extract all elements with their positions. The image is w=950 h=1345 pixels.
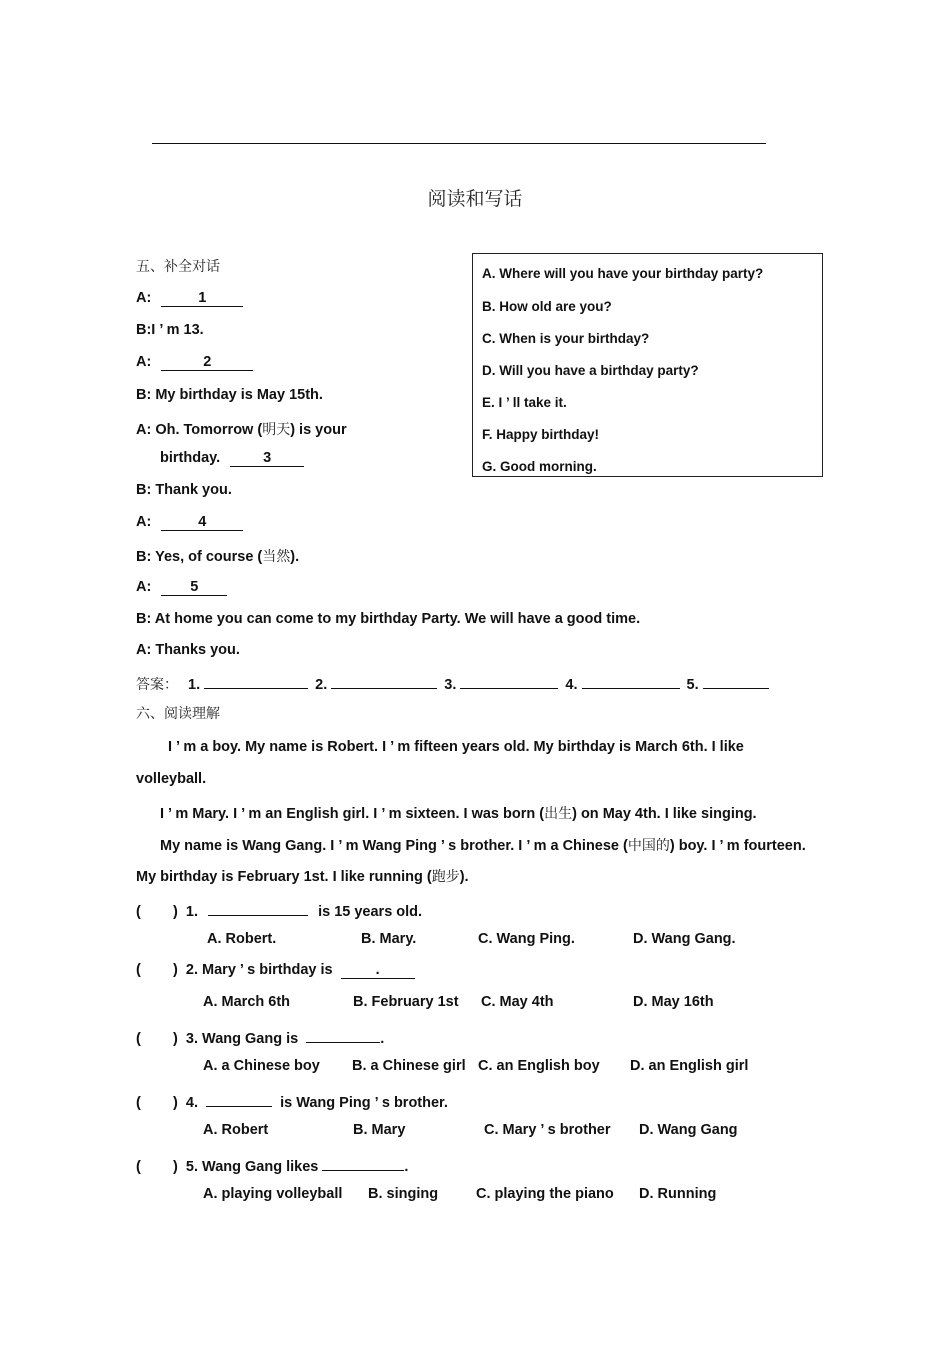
- dialogue-line-5: [136, 419, 347, 439]
- q2-option-b[interactable]: B. February 1st: [353, 994, 459, 1010]
- question-stem-end: is 15 years old.: [318, 904, 423, 920]
- question-blank[interactable]: [322, 1154, 404, 1171]
- line-text: birthday.: [160, 450, 221, 466]
- q3-option-b[interactable]: B. a Chinese girl: [352, 1058, 466, 1074]
- line-text: ).: [290, 549, 300, 565]
- page-title: 阅读和写话: [427, 188, 523, 210]
- answer-num: 5.: [686, 677, 699, 693]
- answer-num: 1.: [188, 677, 201, 693]
- cn-gloss: 明天: [262, 422, 291, 438]
- answer-num: 2.: [315, 677, 328, 693]
- question-blank[interactable]: [306, 1026, 380, 1043]
- answer-field-3[interactable]: [460, 672, 558, 689]
- q2-option-d[interactable]: D. May 16th: [633, 994, 714, 1010]
- question-5: [136, 1154, 408, 1175]
- dialogue-line-1: [136, 290, 243, 307]
- question-blank[interactable]: [208, 899, 308, 916]
- q3-option-a[interactable]: A. a Chinese boy: [203, 1058, 320, 1074]
- dialogue-line-3: [136, 354, 253, 371]
- question-3: [136, 1026, 384, 1047]
- answer-blank-4[interactable]: 4: [161, 514, 243, 531]
- answer-field-1[interactable]: [204, 672, 308, 689]
- option-f: F. Happy birthday!: [482, 427, 600, 442]
- dialogue-line-2: B:I ’ m 13.: [136, 322, 204, 338]
- answer-field-5[interactable]: [703, 672, 769, 689]
- option-a: A. Where will you have your birthday party?: [482, 266, 764, 281]
- question-stem: 4.: [185, 1095, 199, 1111]
- dialogue-line-4: B: My birthday is May 15th.: [136, 387, 323, 403]
- speaker: A:: [136, 290, 152, 306]
- answer-num: 4.: [565, 677, 578, 693]
- dialogue-line-7: B: Thank you.: [136, 482, 232, 498]
- answer-paren[interactable]: ( ): [136, 1159, 178, 1175]
- passage-line-2: volleyball.: [136, 771, 207, 787]
- options-box: [472, 253, 823, 477]
- line-text: ) boy. I ’ m fourteen.: [669, 838, 806, 854]
- q1-option-a[interactable]: A. Robert.: [207, 931, 277, 947]
- option-d: D. Will you have a birthday party?: [482, 363, 699, 378]
- cn-gloss: 跑步: [431, 869, 460, 885]
- question-stem-end: .: [380, 1031, 385, 1047]
- dialogue-line-6: [160, 450, 304, 467]
- q5-option-c[interactable]: C. playing the piano: [476, 1186, 614, 1202]
- question-stem: 1.: [185, 904, 199, 920]
- header-rule: [152, 143, 766, 144]
- question-stem: 2. Mary ’ s birthday is: [185, 962, 333, 978]
- section-6-heading: 六、阅读理解: [136, 706, 220, 722]
- q4-option-a[interactable]: A. Robert: [203, 1122, 269, 1138]
- dialogue-line-9: [136, 546, 299, 566]
- answer-field-2[interactable]: [331, 672, 437, 689]
- answer-paren[interactable]: ( ): [136, 1095, 178, 1111]
- question-stem: 3. Wang Gang is: [185, 1031, 299, 1047]
- q5-option-b[interactable]: B. singing: [368, 1186, 439, 1202]
- line-text: ).: [459, 869, 469, 885]
- passage-line-1: I ’ m a boy. My name is Robert. I ’ m fifteen years old. My birthday is March 6th. I like: [168, 739, 744, 755]
- q1-option-c[interactable]: C. Wang Ping.: [478, 931, 575, 947]
- dialogue-line-8: [136, 514, 243, 531]
- answer-paren[interactable]: ( ): [136, 904, 178, 920]
- q1-option-d[interactable]: D. Wang Gang.: [633, 931, 736, 947]
- question-stem-end: is Wang Ping ’ s brother.: [280, 1095, 448, 1111]
- line-text: ) on May 4th. I like singing.: [572, 806, 757, 822]
- answer-row: [136, 672, 769, 694]
- section-5-heading: 五、补全对话: [136, 259, 220, 275]
- q5-option-a[interactable]: A. playing volleyball: [203, 1186, 343, 1202]
- q4-option-c[interactable]: C. Mary ’ s brother: [484, 1122, 611, 1138]
- cn-gloss: 出生: [544, 806, 573, 822]
- speaker: A:: [136, 514, 152, 530]
- answer-field-4[interactable]: [582, 672, 680, 689]
- dialogue-line-11: B: At home you can come to my birthday Party. We will have a good time.: [136, 611, 641, 627]
- question-1: [136, 899, 422, 920]
- q4-option-b[interactable]: B. Mary: [353, 1122, 406, 1138]
- option-g: G. Good morning.: [482, 459, 597, 474]
- line-text: B: Yes, of course (: [136, 549, 263, 565]
- q3-option-c[interactable]: C. an English boy: [478, 1058, 600, 1074]
- passage-line-4: [160, 835, 806, 855]
- answer-paren[interactable]: ( ): [136, 962, 178, 978]
- cn-gloss: 当然: [262, 549, 291, 565]
- answer-label: 答案：: [136, 677, 178, 693]
- q3-option-d[interactable]: D. an English girl: [630, 1058, 749, 1074]
- passage-line-3: [160, 803, 757, 823]
- line-text: My name is Wang Gang. I ’ m Wang Ping ’ s brother. I ’ m a Chinese (: [160, 838, 628, 854]
- answer-paren[interactable]: ( ): [136, 1031, 178, 1047]
- answer-blank-2[interactable]: 2: [161, 354, 253, 371]
- answer-num: 3.: [444, 677, 457, 693]
- passage-line-5: [136, 866, 469, 886]
- speaker: A:: [136, 354, 152, 370]
- question-stem-end: .: [404, 1159, 409, 1175]
- q1-option-b[interactable]: B. Mary.: [361, 931, 417, 947]
- q2-option-a[interactable]: A. March 6th: [203, 994, 291, 1010]
- answer-blank-3[interactable]: 3: [230, 450, 304, 467]
- option-e: E. I ’ ll take it.: [482, 395, 567, 410]
- question-stem: 5. Wang Gang likes: [185, 1159, 319, 1175]
- cn-gloss: 中国的: [627, 838, 670, 854]
- line-text: I ’ m Mary. I ’ m an English girl. I ’ m sixteen. I was born (: [160, 806, 545, 822]
- answer-blank-5[interactable]: 5: [161, 579, 227, 596]
- line-text: A: Oh. Tomorrow (: [136, 422, 263, 438]
- question-blank[interactable]: [206, 1090, 272, 1107]
- line-text: ) is your: [290, 422, 347, 438]
- answer-blank-1[interactable]: 1: [161, 290, 243, 307]
- speaker: A:: [136, 579, 152, 595]
- question-blank[interactable]: .: [341, 962, 415, 979]
- q5-option-d[interactable]: D. Running: [639, 1186, 717, 1202]
- question-2: [136, 962, 415, 979]
- dialogue-line-12: A: Thanks you.: [136, 642, 240, 658]
- dialogue-line-10: [136, 579, 227, 596]
- q2-option-c[interactable]: C. May 4th: [481, 994, 554, 1010]
- line-text: My birthday is February 1st. I like running (: [136, 869, 432, 885]
- question-4: [136, 1090, 448, 1111]
- option-b: B. How old are you?: [482, 299, 612, 314]
- option-c: C. When is your birthday?: [482, 331, 650, 346]
- q4-option-d[interactable]: D. Wang Gang: [639, 1122, 738, 1138]
